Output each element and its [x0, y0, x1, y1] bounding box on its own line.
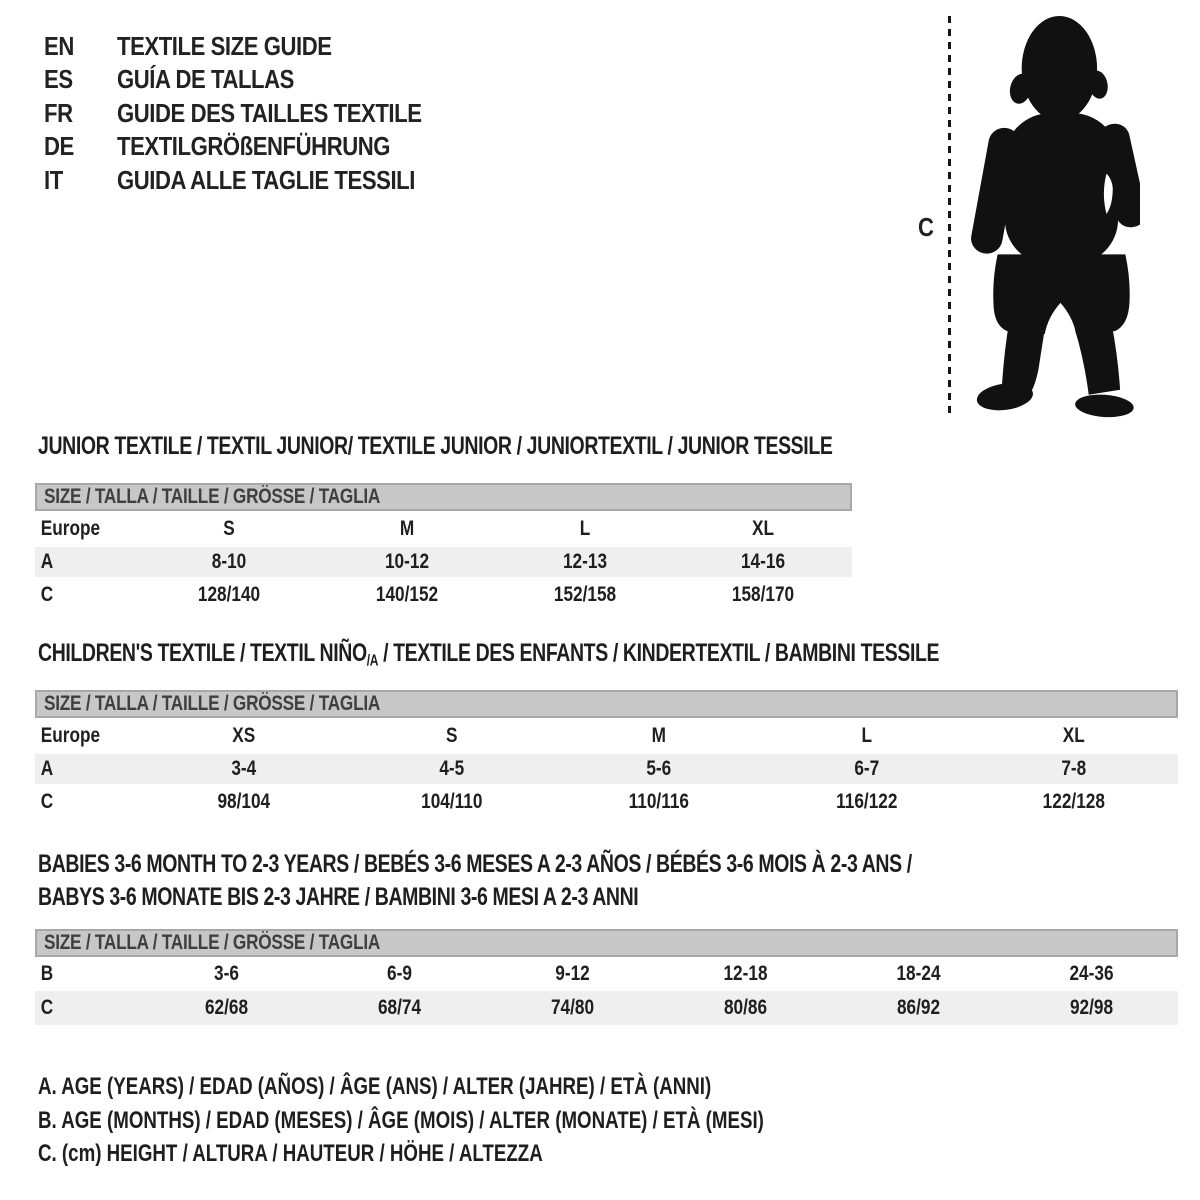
row-label: B [40, 962, 54, 985]
footnote-c [38, 1137, 969, 1171]
table-cell: 12-18 [723, 962, 768, 985]
silhouette-shorts [993, 254, 1129, 334]
table-cell: L [861, 724, 872, 747]
table-cell: 110/116 [628, 790, 690, 813]
table-cell: 62/68 [204, 996, 249, 1019]
lang-title: TEXTILGRÖßENFÜHRUNG [117, 131, 391, 162]
section-title-babies [38, 848, 1158, 914]
table-cell: XL [751, 517, 775, 540]
table-cell: XL [1063, 724, 1086, 747]
row-label: C [40, 790, 54, 813]
table-cell: 3-4 [231, 757, 257, 780]
table-cell: 104/110 [420, 790, 483, 813]
table-row-height [35, 784, 1178, 820]
children-title-suffix: / TEXTILE DES ENFANTS / KINDERTEXTIL / BAMBINI TESSILE [378, 639, 940, 667]
babies-title-line1: BABIES 3-6 MONTH TO 2-3 YEARS / BEBÉS 3-6 MESES A 2-3 AÑOS / BÉBÉS 3-6 MOIS À 2-3 ANS / [38, 850, 912, 878]
table-cell: 86/92 [896, 996, 941, 1019]
lang-title: GUIDA ALLE TAGLIE TESSILI [117, 164, 415, 195]
table-cell: L [579, 517, 591, 540]
table-cell: 24-36 [1069, 962, 1114, 985]
table-cell: 92/98 [1069, 996, 1114, 1019]
table-cell: 140/152 [375, 583, 439, 606]
table-cell: 4-5 [438, 757, 464, 780]
table-row-height [35, 577, 852, 613]
table-cell: 6-7 [854, 757, 880, 780]
table-row-europe [35, 511, 852, 547]
lang-code: EN [44, 31, 74, 61]
row-label: Europe [40, 724, 101, 747]
table-cell: 5-6 [646, 757, 672, 780]
row-label: A [40, 757, 54, 780]
toddler-silhouette-image [962, 14, 1140, 418]
footnote-legend [38, 1070, 969, 1171]
footnote-b-text: B. AGE (MONTHS) / EDAD (MESES) / ÂGE (MOIS) / ALTER (MONATE) / ETÀ (MESI) [38, 1106, 764, 1134]
height-measure-line [948, 16, 951, 416]
babies-title-line2: BABYS 3-6 MONATE BIS 2-3 JAHRE / BAMBINI 3-6 MESI A 2-3 ANNI [38, 883, 639, 911]
table-row-europe [35, 718, 1178, 754]
section-title-children [38, 637, 939, 677]
table-cell: 9-12 [555, 962, 590, 985]
children-title-prefix: CHILDREN'S TEXTILE / TEXTIL NIÑO [38, 639, 367, 667]
silhouette-leg-left [1002, 322, 1045, 392]
table-row-height [35, 991, 1178, 1025]
silhouette-foot-right [1074, 393, 1134, 418]
size-header-band [35, 690, 1178, 718]
lang-code: DE [44, 131, 74, 162]
table-cell: 128/140 [197, 583, 261, 606]
footnote-a [38, 1070, 969, 1104]
size-table-children [35, 690, 1178, 820]
table-cell: 158/170 [731, 583, 795, 606]
table-cell: 6-9 [387, 962, 412, 985]
table-cell: M [399, 517, 415, 540]
table-cell: 14-16 [740, 550, 786, 573]
table-cell: S [223, 517, 235, 540]
lang-code: FR [44, 97, 73, 128]
lang-code: ES [44, 64, 73, 95]
table-cell: 80/86 [723, 996, 768, 1019]
table-row-age [35, 754, 1178, 784]
table-cell: 7-8 [1061, 757, 1087, 780]
lang-title: TEXTILE SIZE GUIDE [117, 31, 332, 61]
silhouette-head [1022, 16, 1097, 121]
size-header-text: SIZE / TALLA / TAILLE / GRÖSSE / TAGLIA [44, 931, 381, 954]
table-cell: S [445, 724, 458, 747]
table-cell: M [651, 724, 667, 747]
row-label: Europe [40, 517, 101, 540]
language-legend [44, 30, 475, 197]
table-cell: 152/158 [553, 583, 617, 606]
footnote-a-text: A. AGE (YEARS) / EDAD (AÑOS) / ÂGE (ANS) / ALTER (JAHRE) / ETÀ (ANNI) [38, 1073, 712, 1100]
table-cell: 8-10 [211, 550, 247, 573]
table-cell: 10-12 [384, 550, 430, 573]
lang-code: IT [44, 164, 63, 195]
lang-title: GUIDE DES TAILLES TEXTILE [117, 97, 422, 128]
section-title-junior: JUNIOR TEXTILE / TEXTIL JUNIOR/ TEXTILE JUNIOR / JUNIORTEXTIL / JUNIOR TESSILE [38, 432, 833, 460]
table-cell: 12-13 [562, 550, 608, 573]
footnote-c-text: C. (cm) HEIGHT / ALTURA / HAUTEUR / HÖHE / ALTEZZA [38, 1140, 543, 1167]
row-label: C [40, 996, 54, 1019]
size-table-babies [35, 929, 1178, 1025]
size-header-band [35, 929, 1178, 957]
size-table-junior [35, 483, 852, 613]
row-label: A [40, 550, 54, 573]
table-cell: 98/104 [217, 790, 271, 813]
table-cell: 68/74 [377, 996, 422, 1019]
table-cell: 3-6 [214, 962, 239, 985]
lang-title: GUÍA DE TALLAS [117, 64, 294, 95]
height-measure-label: C [918, 212, 934, 242]
table-cell: 122/128 [1043, 790, 1106, 813]
size-header-band [35, 483, 852, 511]
row-label: C [40, 583, 54, 606]
table-row-age-months [35, 957, 1178, 991]
children-title-subscript: /A [366, 652, 379, 670]
table-cell: XS [232, 724, 256, 747]
table-cell: 116/122 [835, 790, 898, 813]
table-row-age [35, 547, 852, 577]
footnote-b [38, 1104, 969, 1138]
silhouette-leg-right [1075, 324, 1120, 395]
table-cell: 18-24 [896, 962, 941, 985]
size-header-text: SIZE / TALLA / TAILLE / GRÖSSE / TAGLIA [44, 692, 381, 715]
size-header-text: SIZE / TALLA / TAILLE / GRÖSSE / TAGLIA [44, 485, 381, 508]
table-cell: 74/80 [550, 996, 595, 1019]
